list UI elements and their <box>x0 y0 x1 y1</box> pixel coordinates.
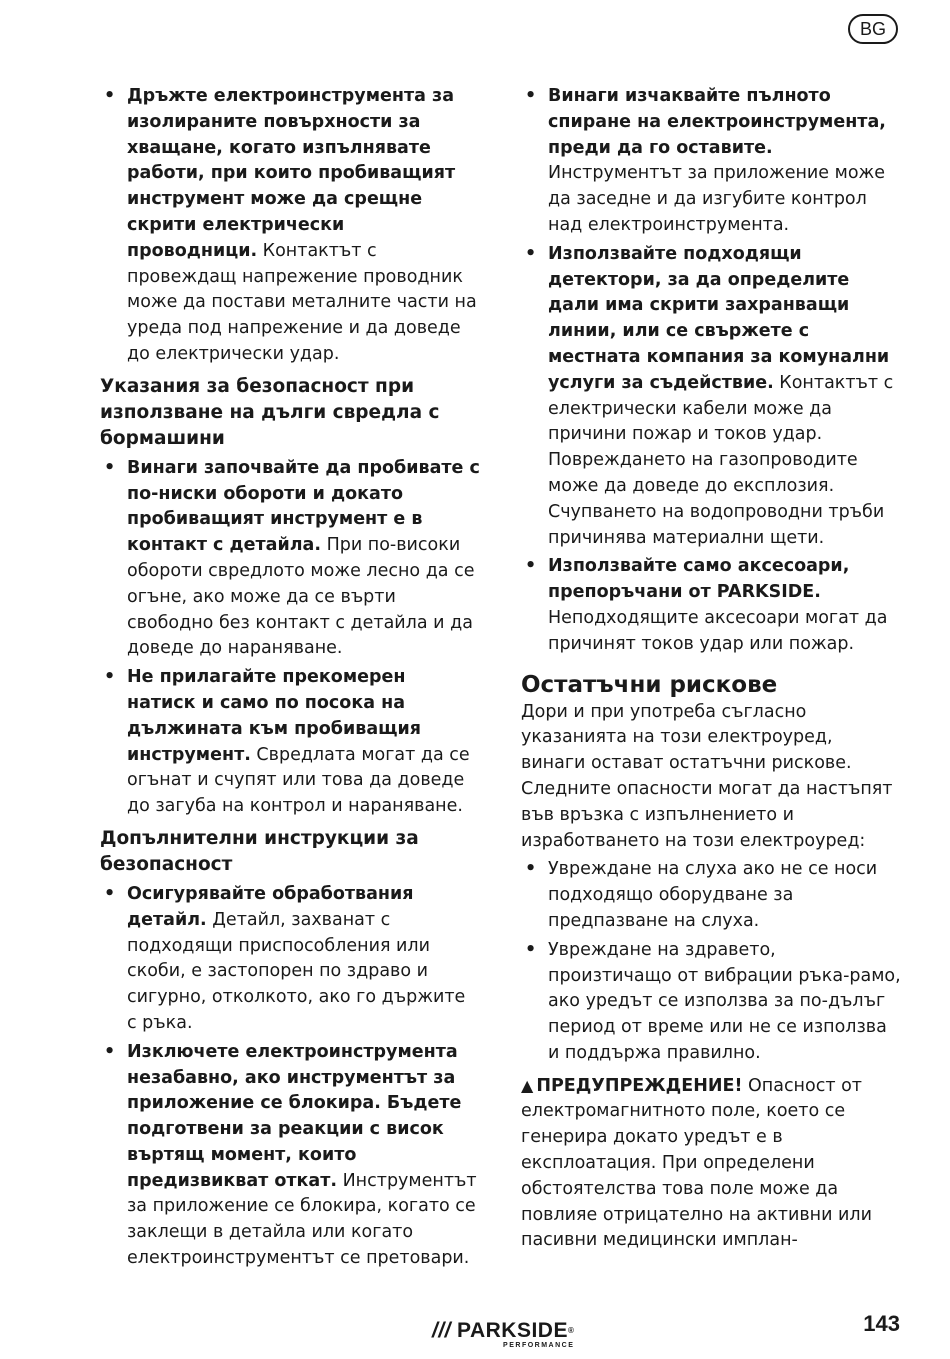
logo-brand: PARKSIDE <box>457 1319 568 1342</box>
item-text: Свредлата могат да се огънат и счупят или това да доведе до загуба на контрол и нараняване. <box>127 744 470 817</box>
item-text: Неподходящите аксесоари могат да причинят токов удар или пожар. <box>548 607 888 654</box>
section-title-residual-risks: Остатъчни рискове <box>521 671 778 698</box>
parkside-logo <box>432 1320 574 1350</box>
item-bold-text: Осигурявайте обработвания детайл. <box>127 883 414 930</box>
item-bold-text: Изключете електроинструмента незабавно, ако инструментът за приложение се блокира. Бъдете подготвени за реакции с висок въртящ момент, които предизвикват откат. <box>127 1041 462 1191</box>
list-item <box>100 84 480 368</box>
warning-text: Опасност от електромагнитното поле, което се генерира докато уредът е в експлоатация. При определени обстоятелства това поле може да повлияе отрицателно на активни или пасивни медицински имплан- <box>521 1075 872 1251</box>
item-text: Контактът с електрически кабели може да причини пожар и токов удар. Повреждането на газопроводите може да доведе до експлозия. Счупването на водопроводни тръби причинява материални щети. <box>548 372 894 548</box>
list-item <box>100 665 480 820</box>
language-badge: BG <box>848 14 898 44</box>
right-column <box>521 84 901 1257</box>
item-text: Увреждане на здравето, произтичащо от вибрации ръка-рамо, ако уредът се използва за по-дълъг период от време или не се използва и поддържа правилно. <box>548 939 901 1063</box>
logo-subtitle: PERFORMANCE <box>503 1342 575 1349</box>
list-item <box>100 1040 480 1272</box>
item-text: Контактът с провеждащ напрежение проводник може да постави металните части на уреда под напрежение и да доведе до електрически удар. <box>127 240 477 364</box>
item-text: Инструментът за приложение може да заседне и да изгубите контрол над електроинструмента. <box>548 163 886 235</box>
warning-triangle-icon: ▲ <box>521 1075 534 1095</box>
list-item <box>100 456 480 662</box>
warning-label: ПРЕДУПРЕЖДЕНИЕ! <box>536 1075 743 1096</box>
item-bold-text: Използвайте подходящи детектори, за да определите дали има скрити захранващи линии, или се свържете с местната компания за комунални услуги за съдействие. <box>548 243 890 393</box>
page-number: 143 <box>863 1311 900 1336</box>
list-item <box>100 882 480 1037</box>
item-bold-text: Винаги изчаквайте пълното спиране на електроинструмента, преди да го оставите. <box>548 86 886 158</box>
item-bold-text: Използвайте само аксесоари, препоръчани от PARKSIDE. <box>548 556 850 603</box>
item-text: Инструментът за приложение се блокира, когато се заклещи в детайла или когато електроинструментът се претовари. <box>127 1170 477 1269</box>
item-bold-text: Не прилагайте прекомерен натиск и само по посока на дължината към пробиващия инструмент. <box>127 667 421 765</box>
residual-intro: Дори и при употреба съгласно указанията на този електроуред, винаги остават остатъчни рискове. Следните опасности могат да настъпят във връзка с изпълнението и изработването на този електроуред: <box>521 701 893 851</box>
item-bold-text: Винаги започвайте да пробивате с по-ниски обороти и докато пробиващият инструмент е в контакт с детайла. <box>127 457 480 556</box>
section-heading: Указания за безопасност при използване на дълги свредла с бормашини <box>100 375 440 449</box>
item-text: Детайл, захванат с подходящи приспособления или скоби, е застопорен по здраво и сигурно, отколкото, ако го държите с ръка. <box>127 909 466 1033</box>
logo-wordmark <box>432 1320 574 1342</box>
section-heading: Допълнителни инструкции за безопасност <box>100 827 419 875</box>
list-item <box>521 84 901 239</box>
list-item <box>521 857 901 934</box>
logo-registered-mark: ® <box>567 1326 575 1335</box>
warning-paragraph <box>521 1073 901 1255</box>
list-item <box>521 242 901 552</box>
list-item <box>521 938 901 1067</box>
left-column <box>100 84 480 1275</box>
logo-slashes: /// <box>432 1319 452 1342</box>
item-text: При по-високи обороти свредлото може лесно да се огъне, ако може да се върти свободно без контакт с детайла и да доведе до нараняване. <box>127 535 475 659</box>
item-bold-text: Дръжте електроинструмента за изолираните повърхности за хващане, когато изпълнявате работи, при които пробиващият инструмент може да срещне скрити електрически проводници. <box>127 86 456 261</box>
item-text: Увреждане на слуха ако не се носи подходящо оборудване за предпазване на слуха. <box>548 859 878 931</box>
list-item <box>521 554 901 657</box>
